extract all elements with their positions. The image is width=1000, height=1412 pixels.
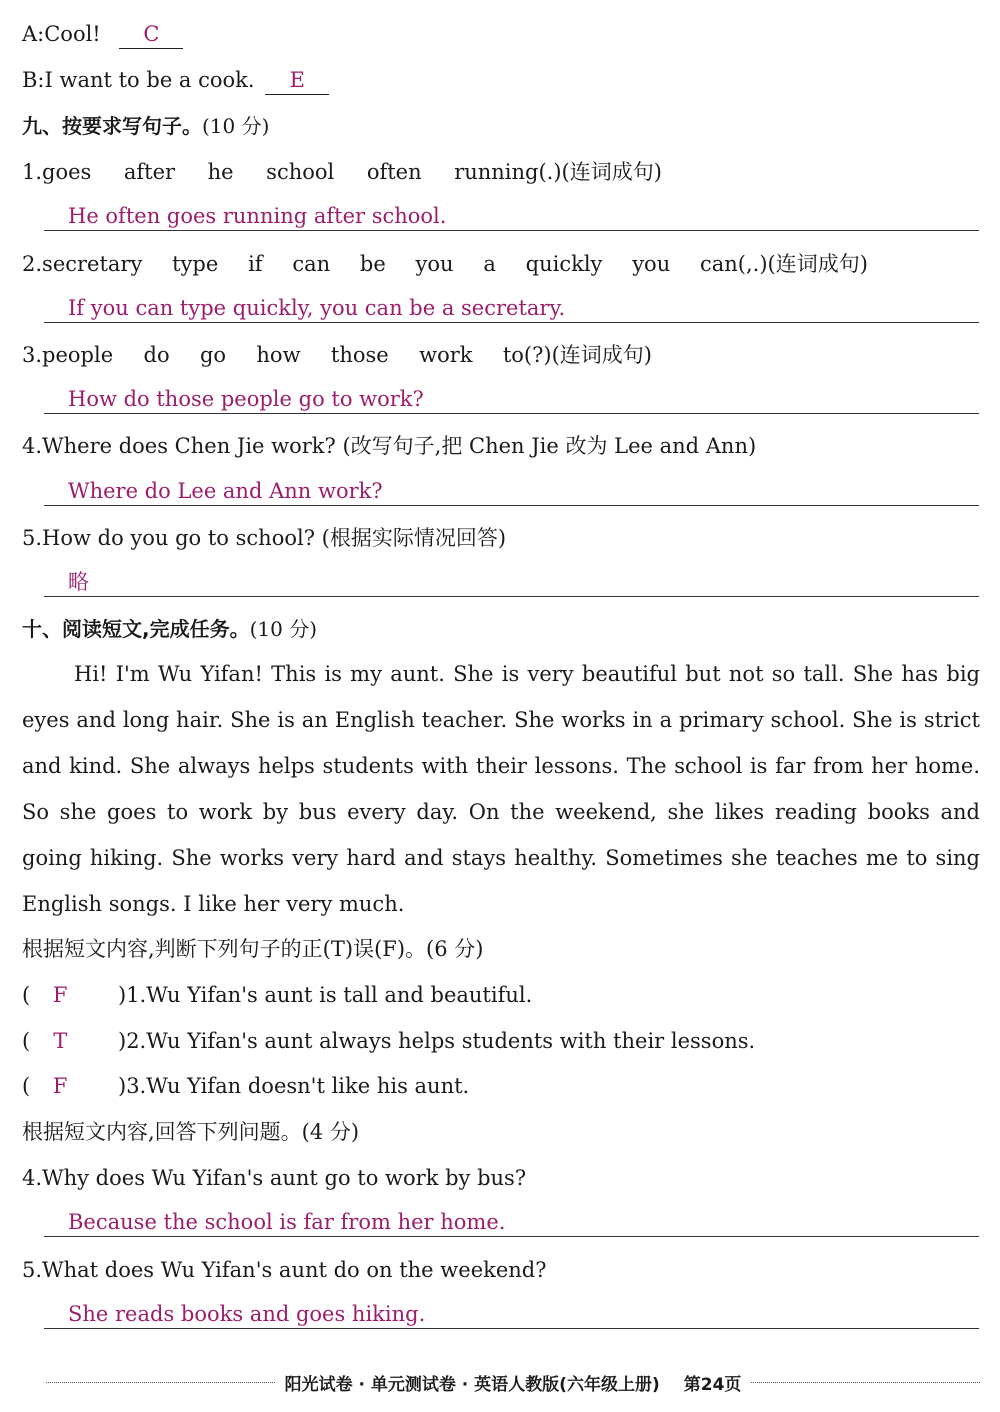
tf-answer: F — [52, 983, 68, 1007]
section-points: (10 分) — [202, 114, 270, 138]
dialog-text: B:I want to be a cook. — [22, 68, 255, 92]
answer-line-4 — [44, 477, 979, 506]
page-number: 第24页 — [683, 1375, 742, 1395]
word: those — [330, 343, 389, 367]
footer-title: 阳光试卷 · 单元测试卷 · 英语人教版(六年级上册) — [284, 1375, 660, 1395]
section10-heading — [22, 615, 317, 643]
qa-question-4: 4.Why does Wu Yifan's aunt go to work by bus? — [22, 1166, 527, 1190]
word: can(,.)(连词成句) — [700, 252, 868, 276]
word: running(.)(连词成句) — [454, 160, 662, 184]
word: a — [483, 252, 496, 276]
dialog-text: A:Cool! — [22, 22, 101, 46]
word: he — [207, 160, 234, 184]
answer-paren: ( T — [22, 1027, 118, 1055]
answer-text: Because the school is far from her home. — [68, 1210, 506, 1234]
answer-text: He often goes running after school. — [68, 204, 447, 228]
word: 1.goes — [22, 160, 92, 184]
question-4: 4.Where does Chen Jie work? (改写句子,把 Chen Jie 改为 Lee and Ann) — [22, 434, 757, 458]
tf-answer: T — [53, 1029, 68, 1053]
word: often — [366, 160, 422, 184]
word: after — [123, 160, 176, 184]
answer-text: How do those people go to work? — [68, 387, 424, 411]
answer-line-5 — [44, 568, 979, 597]
word: you — [632, 252, 671, 276]
word: go — [199, 343, 227, 367]
section-points: (10 分) — [249, 617, 318, 641]
question-2 — [22, 250, 868, 278]
word: how — [256, 343, 301, 367]
tf-item-1 — [22, 981, 532, 1009]
word: do — [143, 343, 170, 367]
qa-answer-line-4 — [44, 1208, 979, 1237]
word: school — [266, 160, 335, 184]
answer-blank: C — [119, 20, 183, 49]
answer-line-2 — [44, 294, 979, 323]
answer-paren: ( F — [22, 1072, 118, 1100]
tf-statement: )2.Wu Yifan's aunt always helps students with their lessons. — [118, 1029, 756, 1053]
tf-statement: )1.Wu Yifan's aunt is tall and beautiful. — [118, 983, 533, 1007]
footer-dots-left — [46, 1382, 275, 1383]
word: be — [359, 252, 386, 276]
qa-question-5: 5.What does Wu Yifan's aunt do on the weekend? — [22, 1258, 547, 1282]
tf-item-2 — [22, 1027, 755, 1055]
answer-text: Where do Lee and Ann work? — [68, 479, 383, 503]
page-footer — [46, 1370, 980, 1395]
answer-text: She reads books and goes hiking. — [68, 1302, 426, 1326]
reading-passage: Hi! I'm Wu Yifan! This is my aunt. She is very beautiful but not so tall. She has big eyes and long hair. She is an English teacher. She works in a primary school. She is strict and kind. She always helps students with their lessons. The school is far from her home. So she goes to work by bus every day. On the weekend, she likes reading books and going hiking. She works very hard and stays healthy. Sometimes she teaches me to sing English songs. I like her very much. — [22, 662, 980, 916]
answer-line-3 — [44, 385, 979, 414]
dialog-line-b — [22, 66, 329, 95]
dialog-line-a — [22, 20, 183, 49]
qa-instruction: 根据短文内容,回答下列问题。(4 分) — [22, 1120, 360, 1144]
word: 3.people — [22, 343, 114, 367]
word: you — [415, 252, 454, 276]
section-title: 九、按要求写句子。 — [22, 114, 202, 138]
word: quickly — [525, 252, 603, 276]
tf-instruction: 根据短文内容,判断下列句子的正(T)误(F)。(6 分) — [22, 937, 484, 961]
word: type — [172, 252, 219, 276]
answer-paren: ( F — [22, 981, 118, 1009]
answer-line-1 — [44, 202, 979, 231]
section-title: 十、阅读短文,完成任务。 — [22, 617, 250, 641]
qa-answer-line-5 — [44, 1300, 979, 1329]
word: work — [419, 343, 473, 367]
question-1 — [22, 158, 662, 186]
answer-text: If you can type quickly, you can be a secretary. — [68, 296, 566, 320]
question-3 — [22, 341, 652, 369]
tf-statement: )3.Wu Yifan doesn't like his aunt. — [118, 1074, 470, 1098]
section9-heading — [22, 112, 269, 140]
word: can — [292, 252, 331, 276]
word: if — [248, 252, 263, 276]
footer-dots-right — [751, 1382, 980, 1383]
word: 2.secretary — [22, 252, 143, 276]
tf-answer: F — [52, 1074, 68, 1098]
question-5: 5.How do you go to school? (根据实际情况回答) — [22, 526, 507, 550]
tf-item-3 — [22, 1072, 469, 1100]
answer-blank: E — [265, 66, 329, 95]
word: to(?)(连词成句) — [502, 343, 652, 367]
answer-text: 略 — [68, 570, 89, 594]
